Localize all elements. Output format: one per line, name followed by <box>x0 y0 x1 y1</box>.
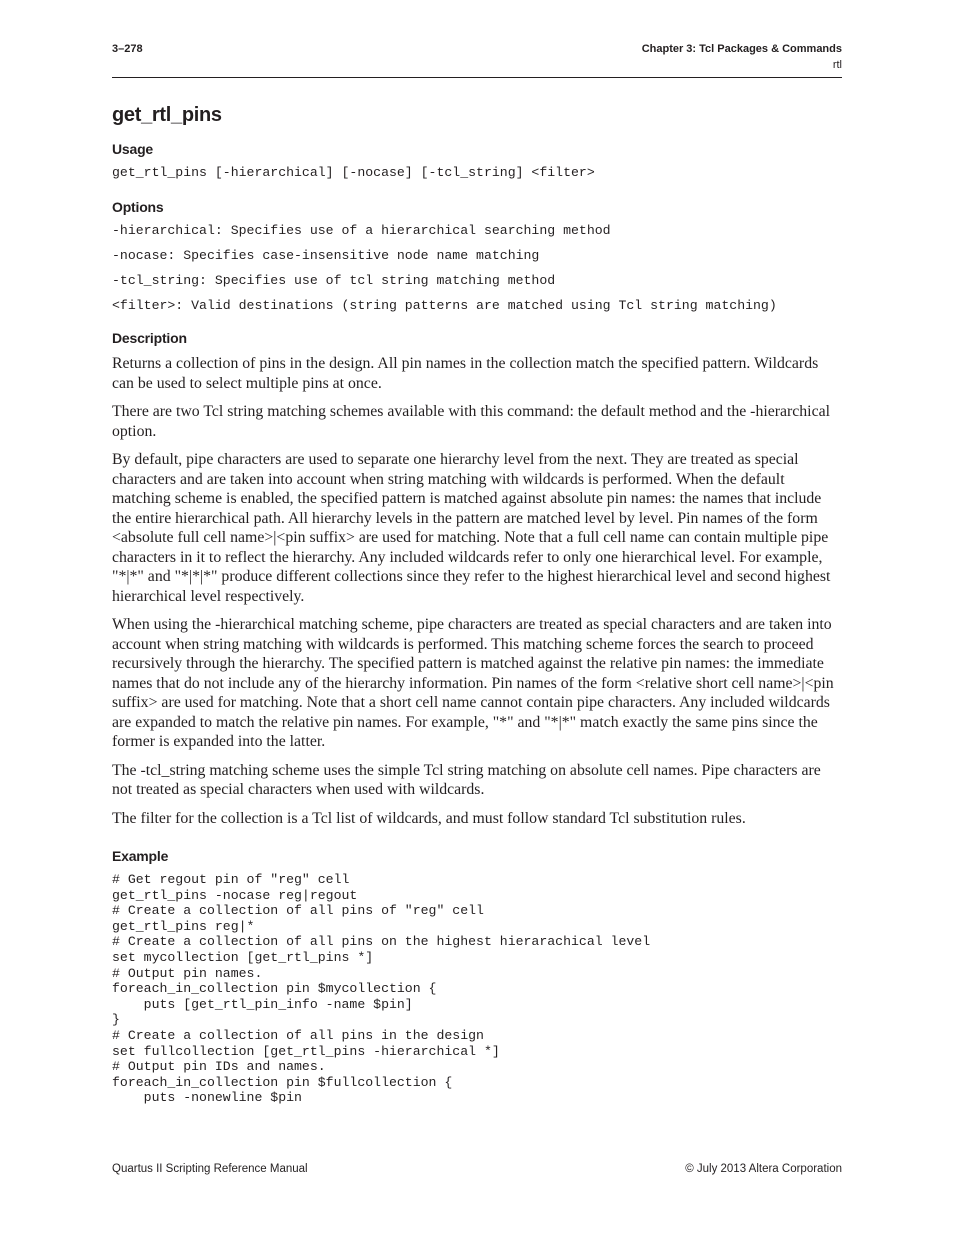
chapter-title: Chapter 3: Tcl Packages & Commands <box>641 43 842 55</box>
page-number: 3–278 <box>112 43 143 55</box>
header-rule <box>112 77 842 78</box>
description-paragraph: The filter for the collection is a Tcl list of wildcards, and must follow standard Tcl substitution rules. <box>112 809 746 827</box>
footer-manual-title: Quartus II Scripting Reference Manual <box>112 1163 308 1175</box>
option-item: -nocase: Specifies case-insensitive node name matching <box>112 248 540 263</box>
options-list <box>112 223 842 313</box>
page-content <box>112 104 842 1106</box>
option-item: -hierarchical: Specifies use of a hierarchical searching method <box>112 223 611 238</box>
description-paragraph: When using the -hierarchical matching scheme, pipe characters are treated as special characters and are taken into account when string matching with wildcards is performed. This matching scheme forces the search to proceed recursively through the hierarchy. The specified pattern is matched against the relative pin names: the immediate names that do not include any of the hierarchy information. Pin names of the form <relative short cell name>|<pin suffix> are used for matching. Note that a short cell name cannot contain pipe characters. Any included wildcards are expanded to match the relative pin names. For example, "*" and "*|*" match exactly the same pins since the former is expanded into the latter. <box>112 616 834 750</box>
description-paragraph: The -tcl_string matching scheme uses the simple Tcl string matching on absolute cell names. Pipe characters are not treated as special characters when used with wildcards. <box>112 761 821 798</box>
option-item: -tcl_string: Specifies use of tcl string matching method <box>112 273 556 288</box>
usage-heading: Usage <box>112 141 154 157</box>
example-code-block: # Get regout pin of "reg" cell get_rtl_pins -nocase reg|regout # Create a collection of all pins of "reg" cell get_rtl_pins reg|* # Create a collection of all pins on the highest hierarachical level set mycollection [get_rtl_pins *] # Output pin names. foreach_in_collection pin $mycollection { puts [get_rtl_pin_info -name $pin] } # Create a collection of all pins in the design set fullcollection [get_rtl_pins -hierarchical *] # Output pin IDs and names. foreach_in_collection pin $fullcollection { puts -nonewline $pin <box>112 872 651 1106</box>
usage-syntax: get_rtl_pins [-hierarchical] [-nocase] [-tcl_string] <filter> <box>112 165 595 180</box>
option-item: <filter>: Valid destinations (string patterns are matched using Tcl string matching) <box>112 298 777 313</box>
section-name: rtl <box>832 59 842 71</box>
description-paragraph: By default, pipe characters are used to separate one hierarchy level from the next. They are treated as special characters and are taken into account when string matching with wildcards is performed. When the default matching scheme is enabled, the specified pattern is matched against absolute pin names: the names that include the entire hierarchical path. All hierarchy levels in the pattern are matched level by level. Pin names of the form <absolute full cell name>|<pin suffix> are used for matching. Note that a full cell name can contain multiple pipe characters in it to reflect the hierarchy. Any included wildcards refer to only one hierarchical level. For example, "*|*" and "*|*|*" produce different collections since they refer to the highest hierarchical level and second highest hierarchical level respectively. <box>112 451 831 605</box>
options-heading: Options <box>112 199 164 215</box>
description-body <box>112 354 842 828</box>
description-heading: Description <box>112 330 187 346</box>
example-heading: Example <box>112 848 169 864</box>
description-paragraph: There are two Tcl string matching schemes available with this command: the default method and the -hierarchical option. <box>112 403 830 440</box>
description-paragraph: Returns a collection of pins in the design. All pin names in the collection match the specified pattern. Wildcards can be used to select multiple pins at once. <box>112 355 819 392</box>
footer-copyright: © July 2013 Altera Corporation <box>685 1163 842 1175</box>
page-title: get_rtl_pins <box>112 104 222 126</box>
